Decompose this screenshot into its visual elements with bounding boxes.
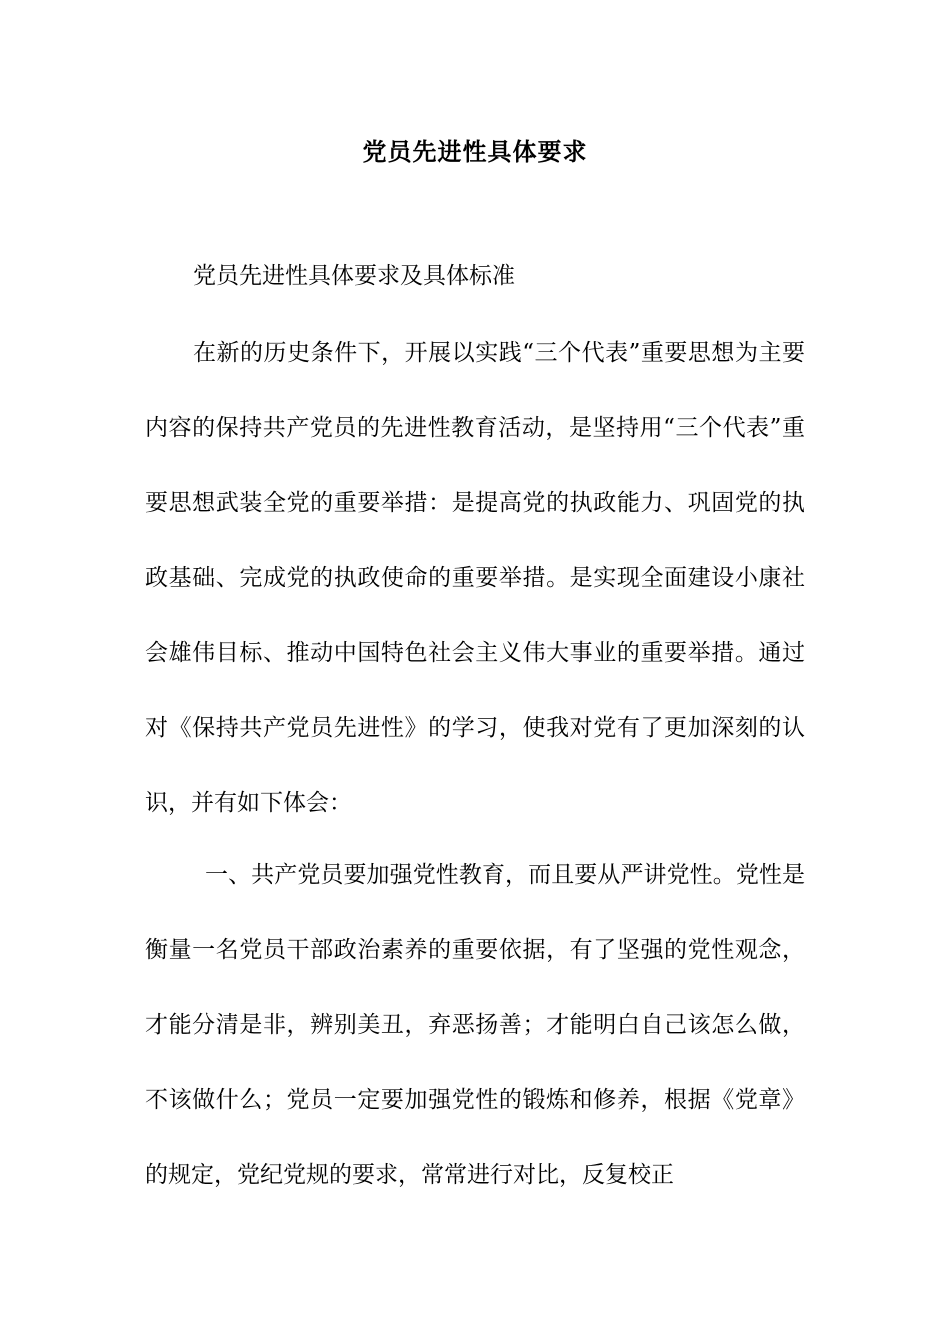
paragraph-intro: 在新的历史条件下，开展以实践“三个代表”重要思想为主要内容的保持共产党员的先进性教育活动，是坚持用“三个代表”重要思想武装全党的重要举措：是提高党的执政能力、巩固党的执政基础、完成党的执政使命的重要举措。是实现全面建设小康社会雄伟目标、推动中国特色社会主义伟大事业的重要举措。通过对《保持共产党员先进性》的学习，使我对党有了更加深刻的认识，并有如下体会：	[145, 340, 805, 816]
document-subtitle: 党员先进性具体要求及具体标准	[193, 263, 515, 289]
document-title: 党员先进性具体要求	[362, 137, 588, 166]
paragraph-point-one: 一、共产党员要加强党性教育，而且要从严讲党性。党性是衡量一名党员干部政治素养的重要依据，有了坚强的党性观念，才能分清是非，辨别美丑，弃恶扬善；才能明白自己该怎么做，不该做什么；党员一定要加强党性的锻炼和修养，根据《党章》的规定，党纪党规的要求，常常进行对比，反复校正	[145, 862, 805, 1188]
